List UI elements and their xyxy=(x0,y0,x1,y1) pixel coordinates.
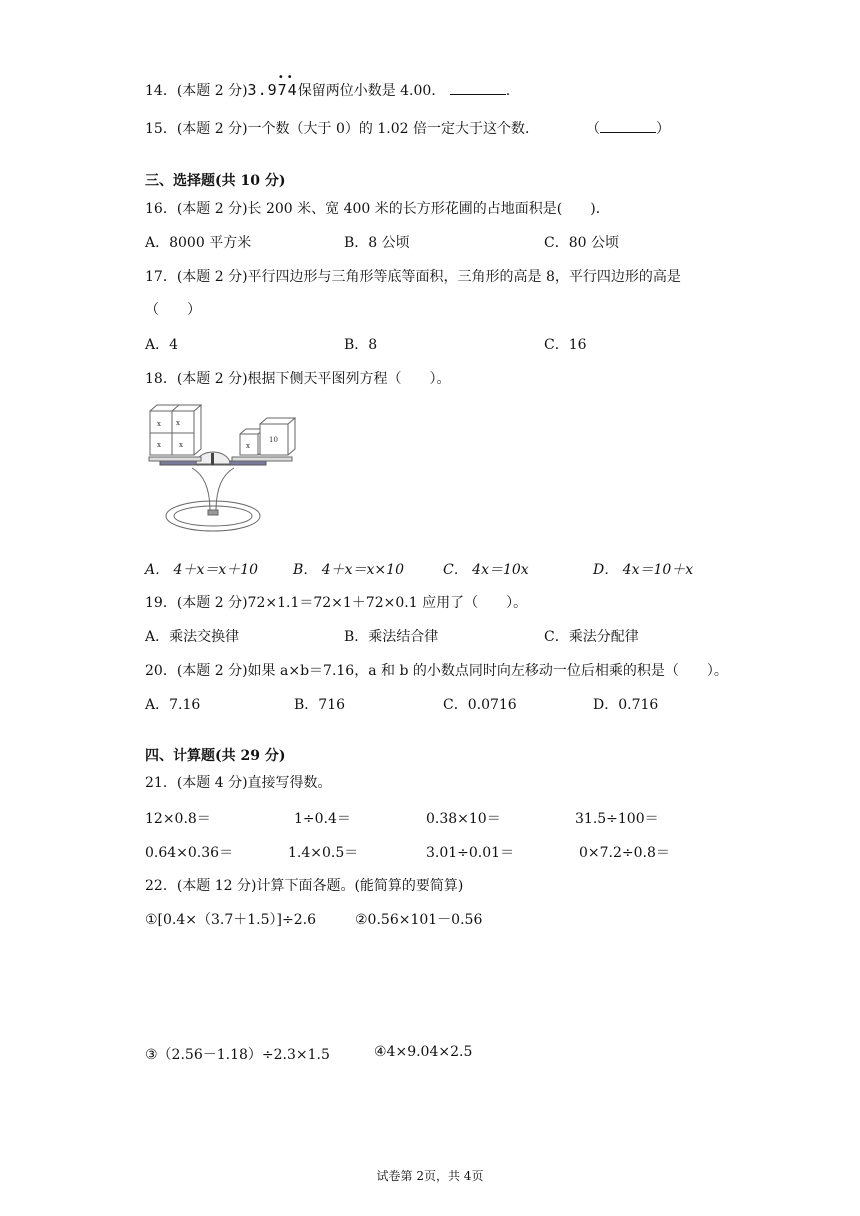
q21-item: 0.38×10＝ xyxy=(426,811,501,827)
q21-item: 12×0.8＝ xyxy=(145,811,211,827)
q20-option-a[interactable]: A．7.16 xyxy=(145,697,201,713)
left-box-top-left xyxy=(150,411,172,433)
q22-part-3: ③（2.56－1.18）÷2.3×1.5 xyxy=(145,1047,330,1063)
q17-option-c[interactable]: C．16 xyxy=(544,337,587,353)
left-box-bottom-left xyxy=(150,433,172,455)
q21-item: 0×7.2÷0.8＝ xyxy=(579,845,670,861)
q20-option-c[interactable]: C．0.0716 xyxy=(443,697,517,713)
answer-blank[interactable] xyxy=(600,120,656,133)
box-label-x: x xyxy=(157,420,161,428)
q21-item: 0.64×0.36＝ xyxy=(145,845,234,861)
q16-option-c[interactable]: C．80 公顷 xyxy=(544,235,619,251)
q18-option-c[interactable]: C． 4x＝10x xyxy=(443,562,529,578)
section-3-title: 三、选择题(共 10 分) xyxy=(145,173,286,189)
q19-option-a[interactable]: A．乘法交换律 xyxy=(145,629,240,645)
section-4-title: 四、计算题(共 29 分) xyxy=(145,748,286,764)
page-footer: 试卷第 2页，共 4页 xyxy=(376,1169,484,1183)
q14-prefix: 14．(本题 2 分) xyxy=(145,83,248,99)
q15-answer[interactable] xyxy=(586,118,670,138)
q21-item: 1.4×0.5＝ xyxy=(288,845,359,861)
question-16: 16．(本题 2 分)长 200 米、宽 400 米的长方形花圃的占地面积是( )． xyxy=(145,201,610,217)
q20-option-b[interactable]: B．716 xyxy=(294,697,346,713)
q22-part-1: ①[0.4×（3.7＋1.5）]÷2.6 xyxy=(145,912,316,928)
q21-item: 31.5÷100＝ xyxy=(575,811,659,827)
question-20: 20．(本题 2 分)如果 a×b＝7.16，a 和 b 的小数点同时向左移动一位后相乘的积是（ ）。 xyxy=(145,663,728,679)
q14-suffix: 保留两位小数是 4.00． xyxy=(297,83,446,99)
q18-option-d[interactable]: D． 4x＝10＋x xyxy=(593,562,694,578)
q21-item: 3.01÷0.01＝ xyxy=(426,845,515,861)
balance-scale-figure xyxy=(140,398,310,544)
scale-foot xyxy=(208,510,218,515)
question-22: 22．(本题 12 分)计算下面各题。(能简算的要简算) xyxy=(145,878,464,894)
answer-blank[interactable] xyxy=(450,82,506,95)
q16-option-b[interactable]: B．8 公顷 xyxy=(344,235,410,251)
left-pan xyxy=(149,457,201,461)
q19-option-c[interactable]: C．乘法分配律 xyxy=(544,629,639,645)
q19-option-b[interactable]: B．乘法结合律 xyxy=(344,629,439,645)
paren-close: ） xyxy=(656,121,670,137)
scale-pointer xyxy=(211,453,214,465)
question-21: 21．(本题 4 分)直接写得数。 xyxy=(145,775,332,791)
q22-part-2: ②0.56×101－0.56 xyxy=(355,912,483,928)
q18-option-a[interactable]: A． 4＋x＝x＋10 xyxy=(145,562,259,578)
left-box-bottom-right xyxy=(172,433,194,455)
question-19: 19．(本题 2 分)72×1.1＝72×1＋72×0.1 应用了（ ）。 xyxy=(145,595,528,611)
q17-option-a[interactable]: A．4 xyxy=(145,337,179,353)
question-17-line2: （ ） xyxy=(145,302,201,318)
box-label-x: x xyxy=(157,441,161,449)
question-18: 18．(本题 2 分)根据下侧天平图列方程（ ）。 xyxy=(145,371,451,387)
q14-end: . xyxy=(505,83,511,99)
repeating-dots: •• xyxy=(277,72,296,83)
box-label-x: x xyxy=(176,419,180,427)
q17-option-b[interactable]: B．8 xyxy=(344,337,378,353)
question-14 xyxy=(145,72,511,100)
q22-part-4: ④4×9.04×2.5 xyxy=(374,1044,473,1060)
q16-option-a[interactable]: A．8000 平方米 xyxy=(145,235,252,251)
q21-item: 1÷0.4＝ xyxy=(294,811,351,827)
q18-option-b[interactable]: B． 4＋x＝x×10 xyxy=(293,562,404,578)
box-label-x: x xyxy=(246,442,250,450)
q20-option-d[interactable]: D．0.716 xyxy=(593,697,659,713)
repeating-decimal xyxy=(247,72,298,99)
q15-text: 15．(本题 2 分)一个数（大于 0）的 1.02 倍一定大于这个数． xyxy=(145,121,539,137)
question-15 xyxy=(145,118,539,138)
q14-number: 3.974 xyxy=(247,81,298,99)
right-pan xyxy=(232,457,292,461)
box-label-ten: 10 xyxy=(269,436,278,444)
box-label-x: x xyxy=(179,441,183,449)
question-17: 17．(本题 2 分)平行四边形与三角形等底等面积，三角形的高是 8，平行四边形的高是 xyxy=(145,269,681,285)
paren-open: （ xyxy=(586,121,600,137)
